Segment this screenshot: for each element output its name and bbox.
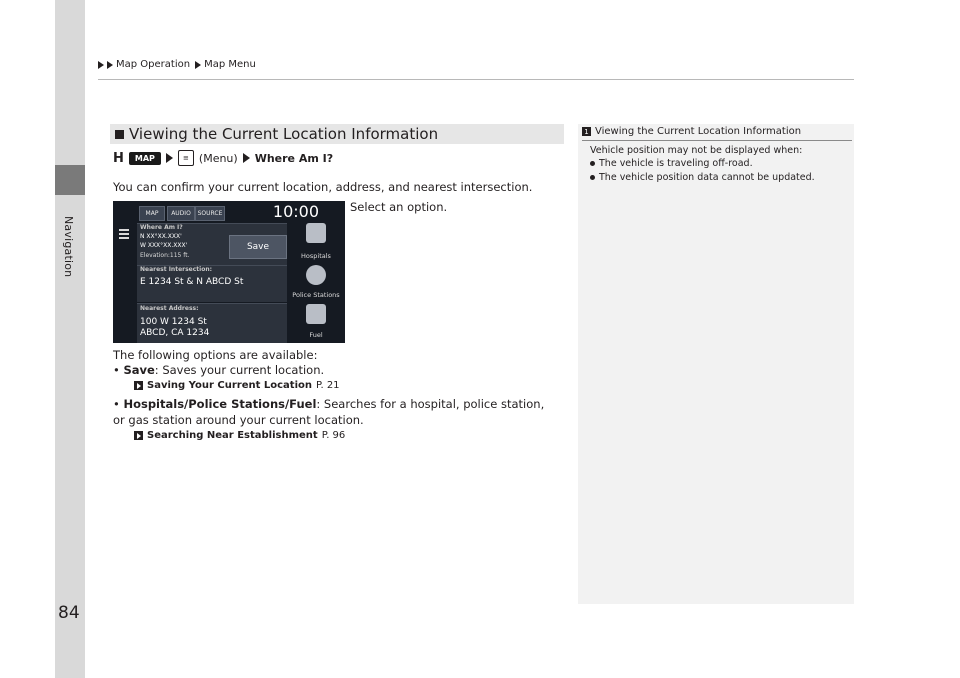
arrow-right-icon: [243, 153, 250, 163]
menu-icon[interactable]: ≡: [178, 150, 194, 166]
sidebar-bullet: The vehicle position data cannot be updated.: [590, 172, 815, 183]
option-establishments: • Hospitals/Police Stations/Fuel: Searches for a hospital, police station, or gas station around your current location.: [113, 397, 545, 427]
note-number-badge: 1: [582, 127, 591, 136]
reference-arrow-icon: [134, 431, 143, 440]
latitude: N XX°XX.XXX': [140, 233, 182, 240]
longitude: W XXX°XX.XXX': [140, 242, 188, 249]
fuel-pump-icon[interactable]: [306, 304, 326, 324]
breadcrumb-item[interactable]: Map Operation: [116, 59, 191, 70]
police-stations-label[interactable]: Police Stations: [292, 291, 340, 299]
screen-source-button[interactable]: SOURCE: [195, 206, 225, 221]
page-number: 84: [58, 603, 80, 623]
sidebar-rule: [582, 140, 852, 141]
side-tab-strip: [55, 0, 85, 165]
intersection-value[interactable]: E 1234 St & N ABCD St: [140, 277, 244, 287]
elevation: Elevation:115 ft.: [140, 252, 190, 259]
section-square-icon: [115, 130, 124, 139]
options-intro: The following options are available:: [113, 348, 318, 362]
map-button[interactable]: MAP: [129, 152, 161, 165]
sidebar-title: [582, 126, 801, 137]
sidebar-bullet: The vehicle is traveling off-road.: [590, 158, 753, 169]
hospitals-label[interactable]: Hospitals: [301, 252, 331, 260]
sidebar-intro: Vehicle position may not be displayed when:: [590, 145, 803, 156]
breadcrumb-arrow-icon: [107, 61, 113, 69]
breadcrumb-item[interactable]: Map Menu: [204, 59, 256, 70]
breadcrumb-arrow-icon: [195, 61, 201, 69]
address-line-2[interactable]: ABCD, CA 1234: [140, 328, 210, 338]
ref-title[interactable]: Saving Your Current Location: [147, 380, 312, 391]
intro-text: You can confirm your current location, address, and nearest intersection.: [113, 180, 533, 194]
screen-clock: 10:00: [272, 202, 319, 221]
arrow-right-icon: [166, 153, 173, 163]
section-title: Viewing the Current Location Information: [129, 125, 439, 143]
hospital-icon[interactable]: [306, 223, 326, 243]
option-desc: : Searches for a hospital, police station, or gas station around your current location.: [113, 397, 545, 427]
screen-save-button[interactable]: Save: [229, 235, 287, 259]
breadcrumb-arrow-icon: [98, 61, 104, 69]
bullet-dot-icon: [590, 161, 595, 166]
sidebar-title-text: Viewing the Current Location Information: [595, 126, 802, 137]
ref-title[interactable]: Searching Near Establishment: [147, 430, 318, 441]
header-rule: [98, 79, 854, 80]
option-term: Hospitals/Police Stations/Fuel: [123, 397, 317, 411]
intersection-label: Nearest Intersection:: [140, 266, 213, 273]
side-tab-label: Navigation: [62, 216, 75, 278]
reference-arrow-icon: [134, 381, 143, 390]
menu-label: (Menu): [198, 151, 238, 165]
hamburger-icon[interactable]: [119, 229, 129, 241]
screen-map-button[interactable]: MAP: [139, 206, 165, 221]
screen-audio-button[interactable]: AUDIO: [167, 206, 195, 221]
address-label: Nearest Address:: [140, 305, 199, 312]
where-label: Where Am I?: [140, 224, 183, 231]
police-badge-icon[interactable]: [306, 265, 326, 285]
nav-path: [113, 150, 333, 166]
fuel-label[interactable]: Fuel: [309, 331, 323, 339]
cross-reference[interactable]: [134, 430, 345, 441]
nav-screen: [113, 201, 345, 343]
home-glyph: H: [113, 150, 124, 166]
ref-page[interactable]: P. 96: [321, 430, 346, 441]
cross-reference[interactable]: [134, 380, 340, 391]
side-tab-marker: [55, 165, 85, 195]
sidebar-note: [578, 124, 854, 604]
section-header: [110, 124, 564, 144]
option-save: • Save: Saves your current location.: [113, 363, 325, 377]
option-term: Save: [123, 363, 155, 377]
destination-label: Where Am I?: [254, 151, 334, 165]
breadcrumb: [98, 59, 256, 70]
select-prompt: Select an option.: [350, 200, 448, 214]
ref-page[interactable]: P. 21: [315, 380, 340, 391]
option-desc: : Saves your current location.: [154, 363, 325, 377]
bullet-dot-icon: [590, 175, 595, 180]
address-line-1[interactable]: 100 W 1234 St: [140, 317, 207, 327]
